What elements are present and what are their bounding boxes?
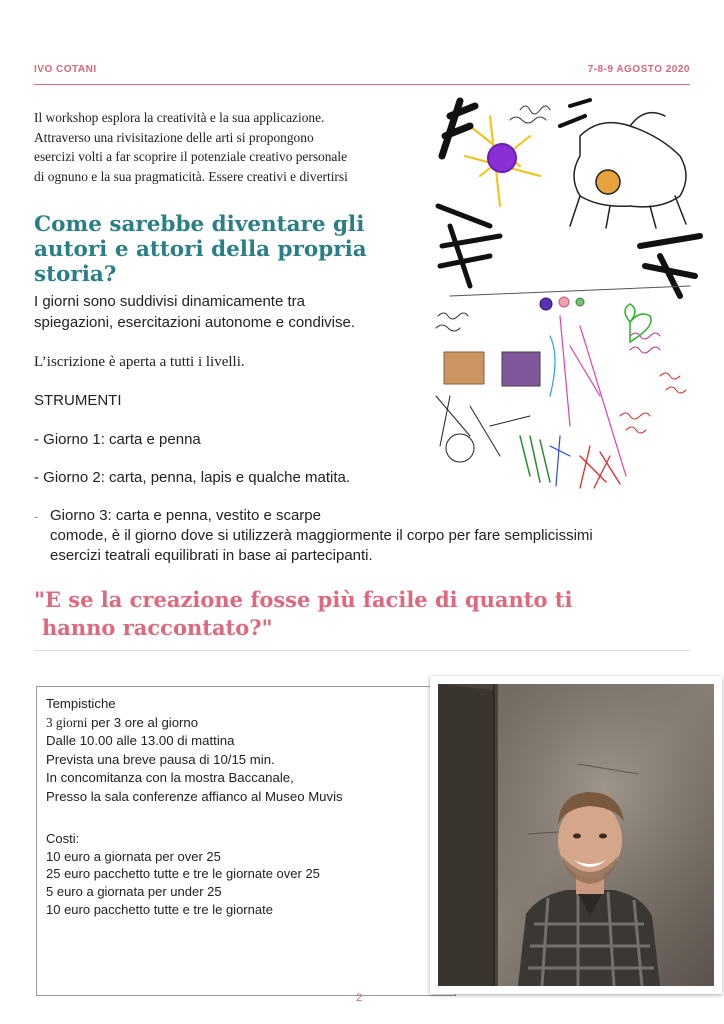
quote-line: hanno raccontato?" — [42, 615, 273, 640]
tool-day-3 — [50, 506, 593, 566]
header-divider — [34, 84, 690, 85]
schedule-location: Presso la sala conferenze affianco al Museo Muvis — [46, 788, 343, 804]
schedule-days — [46, 714, 343, 733]
intro-line: esercizi volti a far scoprire il potenziale creativo personale — [34, 149, 348, 164]
quote-line: "E se la creazione fosse più facile di quanto ti — [34, 587, 573, 612]
schedule-exhibition: In concomitanza con la mostra Baccanale, — [46, 770, 294, 786]
intro-paragraph — [34, 108, 420, 186]
schedule-heading: Tempistiche — [46, 696, 116, 711]
header-author: IVO COTANI — [34, 64, 97, 75]
tool-day-2: - Giorno 2: carta, penna, lapis e qualche matita. — [34, 469, 351, 486]
header-dates: 7-8-9 AGOSTO 2020 — [587, 64, 690, 75]
signup-text: L’iscrizione è aperta a tutti i livelli. — [34, 354, 245, 370]
tool-day-3-line: Giorno 3: carta e penna, vestito e scarpe — [50, 507, 321, 524]
question-line: autori e attori della propria — [34, 237, 367, 262]
tool-day-1: - Giorno 1: carta e penna — [34, 431, 201, 448]
description-line: spiegazioni, esercitazioni autonome e condivise. — [34, 314, 356, 331]
tool-day-3-line: comode, è il giorno dove si utilizzerà maggiormente il corpo per fare semplicissimi — [50, 527, 593, 544]
tool-day-3-dash: - — [34, 508, 39, 524]
tool-day-3-line: esercizi teatrali equilibrati in base ai partecipanti. — [50, 547, 373, 564]
costs-heading: Costi: — [46, 831, 80, 846]
portrait-image — [438, 684, 714, 986]
intro-line: Attraverso una rivisitazione delle arti si propongono — [34, 129, 314, 145]
schedule-hours: Dalle 10.00 alle 13.00 di mattina — [46, 733, 235, 749]
page-number: 2 — [356, 992, 363, 1004]
portrait-photo — [430, 676, 722, 994]
costs-block — [46, 830, 320, 919]
intro-line: di ognuno e la sua pragmaticità. Essere creativi e divertirsi — [34, 168, 348, 184]
question-line: storia? — [34, 262, 117, 287]
schedule-days-count: 3 giorni — [46, 714, 88, 730]
cost-item: 10 euro a giornata per over 25 — [46, 848, 221, 864]
schedule-block — [46, 695, 343, 807]
intro-line: Il workshop esplora la creatività e la sua applicazione. — [34, 110, 325, 125]
schedule-pause: Prevista una breve pausa di 10/15 min. — [46, 751, 275, 767]
schedule-days-rest: per 3 ore al giorno — [87, 714, 199, 730]
question-heading — [34, 212, 414, 287]
sketch-illustration — [430, 96, 710, 496]
tools-heading: STRUMENTI — [34, 392, 122, 409]
cost-item: 10 euro pacchetto tutte e tre le giornate — [46, 901, 273, 917]
cost-item: 25 euro pacchetto tutte e tre le giornate over 25 — [46, 866, 320, 882]
question-line: Come sarebbe diventare gli — [34, 212, 365, 237]
cost-item: 5 euro a giornata per under 25 — [46, 884, 222, 900]
pull-quote — [34, 586, 572, 642]
quote-divider — [34, 650, 690, 651]
description-line: I giorni sono suddivisi dinamicamente tra — [34, 293, 305, 310]
